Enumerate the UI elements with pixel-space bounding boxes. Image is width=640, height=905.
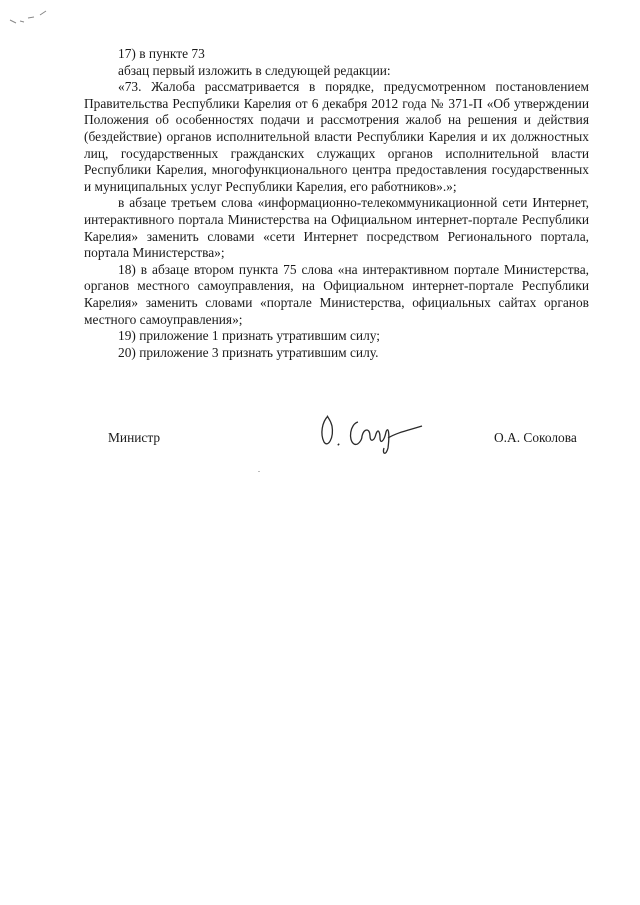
signatory-title: Министр	[108, 430, 161, 445]
paragraph-item-19: 19) приложение 1 признать утратившим силу;	[118, 328, 381, 344]
paragraph-item-17: 17) в пункте 73	[118, 46, 205, 61]
scan-speck	[258, 471, 260, 472]
signature-block	[0, 420, 640, 460]
handwritten-signature	[318, 408, 426, 458]
document-body	[84, 46, 589, 361]
paragraph-item-18: 18) в абзаце втором пункта 75 слова «на интерактивном портале Министерства, органов местного самоуправления, на Официальном интернет-портале Республики Карелия» заменить словами «портале Министерства, официальных сайтах органов местного самоуправления»;	[84, 261, 589, 327]
paragraph-first-abzac: абзац первый изложить в следующей редакции:	[118, 62, 391, 78]
scan-artifact-mark	[8, 6, 54, 26]
paragraph-complaint-text: «73. Жалоба рассматривается в порядке, предусмотренном постановлением Правительства Республики Карелия от 6 декабря 2012 года № 371-П «Об утверждении Положения об особенностях подачи и рассмотрения жалоб на решения и действия (бездействие) органов исполнительной власти Республики Карелия и их должностных лиц, государственных гражданских служащих органов исполнительной власти Республики Карелия, многофункционального центра предоставления государственных и муниципальных услуг Республики Карелия, его работников».»;	[84, 79, 589, 194]
signatory-name: О.А. Соколова	[494, 430, 577, 445]
paragraph-item-20: 20) приложение 3 признать утратившим силу.	[118, 344, 379, 360]
paragraph-third-abzac: в абзаце третьем слова «информационно-телекоммуникационной сети Интернет, интерактивного портала Министерства на Официальном интернет-портале Республики Карелия» заменить словами «сети Интернет посредством Регионального портала, портала Министерства»;	[84, 195, 589, 261]
